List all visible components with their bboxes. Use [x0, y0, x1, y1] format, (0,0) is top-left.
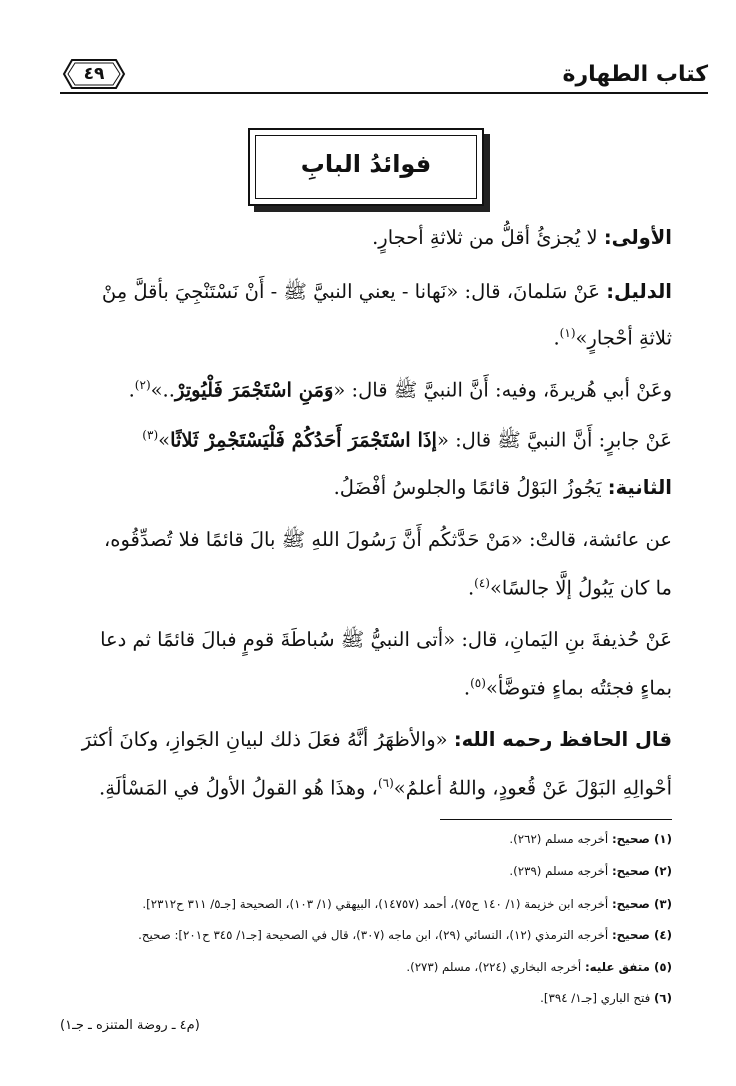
text-line	[334, 476, 672, 499]
footnote-ref: (٣)	[142, 428, 159, 442]
line-text-end: ، وهذَا هُو القولُ الأولُ في المَسْألَةِ.	[99, 776, 378, 800]
text-line	[553, 326, 672, 350]
line-text: ما كان يَبُولُ إلَّا جالسًا»	[489, 576, 672, 600]
footnote-ref: (٢)	[134, 378, 151, 392]
footnote	[406, 960, 672, 974]
line-text-end: .	[128, 378, 135, 402]
line-text: لا يُجزئُ أقلُّ من ثلاثةِ أحجارٍ.	[372, 226, 604, 249]
line-text: عَنْ سَلمانَ، قال: «نَهانا - يعني النبيَّ ﷺ - أَنْ نَسْتَنْجِيَ بأقلَّ مِنْ	[101, 280, 607, 303]
footnote	[509, 864, 672, 878]
line-text: «والأظهَرُ أنَّهُ فعَلَ ذلك لبيانِ الجَوازِ، وكانَ أكثرَ	[81, 728, 454, 751]
footnote	[138, 928, 672, 942]
line-text-end: .	[467, 576, 475, 600]
footnote-label: (٦)	[653, 991, 672, 1005]
page-number-badge	[62, 58, 126, 90]
text-line	[372, 226, 672, 249]
text-line	[464, 676, 672, 700]
text-line	[129, 378, 672, 407]
line-text: عَنْ حُذيفةَ بنِ اليَمانِ، قال: «أتى النبيُّ ﷺ سُباطَةَ قومٍ فبالَ قائمًا ثم دعا	[100, 628, 672, 651]
line-text-after: »	[158, 428, 171, 452]
footnote-text: أخرجه مسلم (٢٣٩).	[509, 864, 612, 878]
footnote-text: أخرجه مسلم (٢٦٢).	[509, 832, 612, 846]
text-line	[468, 576, 672, 600]
hadith-quote: وَمَنِ اسْتَجْمَرَ فَلْيُوتِرْ	[174, 378, 334, 402]
line-text: ثلاثةِ أحْجارٍ»	[575, 326, 672, 350]
header-rule	[60, 92, 708, 94]
line-text-end: .	[463, 676, 471, 700]
line-label: الدليل:	[606, 280, 672, 303]
footnote-label: (٢) صحيح:	[611, 864, 672, 878]
footnote-label: (٥) متفق عليه:	[584, 960, 672, 974]
section-title-frame	[248, 128, 484, 206]
footnote-separator	[440, 819, 672, 820]
footnote-ref: (٤)	[474, 576, 490, 590]
footnote-label: (١) صحيح:	[611, 832, 672, 846]
footnote	[142, 897, 672, 911]
line-text: عن عائشة، قالتْ: «مَنْ حَدَّثكُم أَنَّ رَسُولَ اللهِ ﷺ بالَ قائمًا فلا تُصدِّقُوه،	[103, 528, 672, 551]
footnote-ref: (١)	[559, 326, 576, 340]
footnote-text: أخرجه البخاري (٢٢٤)، مسلم (٢٧٣).	[406, 960, 585, 974]
line-text: أحْوالِهِ البَوْلَ عَنْ قُعودٍ، واللهُ أعلمُ»	[393, 776, 672, 800]
section-title: فوائدُ البابِ	[300, 150, 432, 178]
footnote-ref: (٥)	[470, 676, 486, 690]
footnote-text: أخرجه الترمذي (١٢)، النسائي (٢٩)، ابن ماجه (٣٠٧)، قال في الصحيحة [جـ١/ ٣٤٥ ح٢٠١]: صحيح.	[138, 928, 612, 942]
text-line	[99, 776, 672, 800]
text-line	[82, 728, 672, 751]
footnote-text: فتح الباري [جـ١/ ٣٩٤].	[540, 991, 654, 1005]
footnote-text: أخرجه ابن خزيمة (١/ ١٤٠ ح٧٥)، أحمد (١٤٧٥٧)، البيهقي (١/ ١٠٣)، الصحيحة [جـ٥/ ٣١١ ح٢٣١٢].	[142, 897, 612, 911]
line-text: يَجُوزُ البَوْلُ قائمًا والجلوسُ أفْضَلُ.	[333, 476, 608, 499]
text-line	[142, 428, 672, 457]
footnote-label: (٣) صحيح:	[611, 897, 672, 911]
line-text: عَنْ جابرٍ: أَنَّ النبيَّ ﷺ قال: «	[436, 428, 672, 452]
line-text: بماءٍ فجئتُه بماءٍ فتوضَّأ»	[485, 676, 672, 700]
footnote-ref: (٦)	[377, 776, 394, 790]
signature-mark: (م٤ ـ روضة المتنزه ـ جـ١)	[60, 1018, 200, 1033]
footnote	[540, 991, 672, 1005]
text-line	[100, 628, 672, 656]
line-text-after: ..»	[150, 378, 175, 402]
footnote	[509, 832, 672, 846]
text-line	[104, 528, 672, 556]
line-text-end: .	[553, 326, 560, 350]
line-label: الأولى:	[603, 226, 672, 249]
line-label: الثانية:	[607, 476, 672, 499]
line-label: قال الحافظ رحمه الله:	[453, 728, 672, 751]
header-title: كتاب الطهارة	[562, 62, 708, 87]
page-number: ٤٩	[83, 64, 105, 84]
text-line	[102, 280, 672, 308]
hadith-quote: إذَا اسْتَجْمَرَ أَحَدُكُمْ فَلْيَسْتَجْمِرْ ثَلاثًا	[170, 428, 437, 452]
footnote-label: (٤) صحيح:	[611, 928, 672, 942]
line-text: وعَنْ أبي هُريرةَ، وفيه: أَنَّ النبيَّ ﷺ قال: «	[333, 378, 672, 402]
